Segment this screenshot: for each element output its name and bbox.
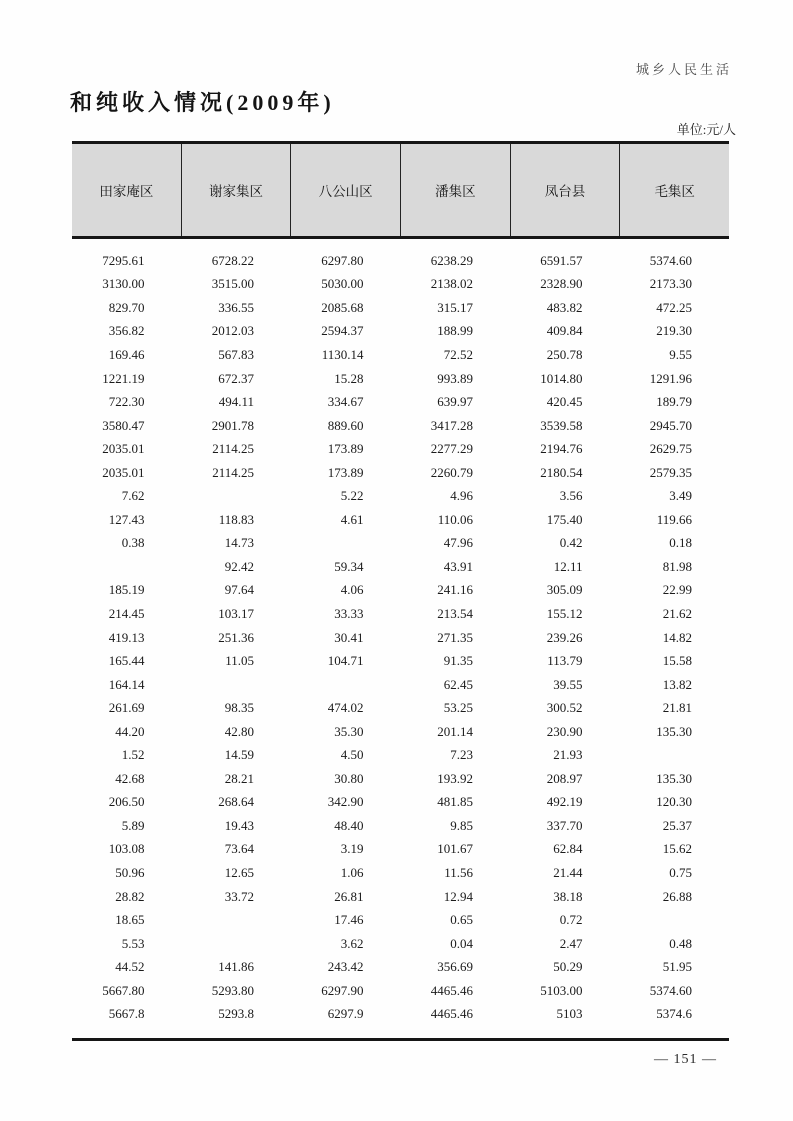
table-cell: 26.88 <box>662 888 692 904</box>
table-cell: 4.50 <box>340 747 364 763</box>
table-row <box>72 767 729 791</box>
table-cell: 3539.58 <box>540 417 583 433</box>
table-cell: 2035.01 <box>102 464 145 480</box>
table-cell: 889.60 <box>327 417 364 433</box>
table-cell: 42.80 <box>224 723 254 739</box>
table-row <box>72 861 729 885</box>
table-cell: 2012.03 <box>211 323 254 339</box>
table-cell: 92.42 <box>224 558 254 574</box>
table-cell: 25.37 <box>662 817 692 833</box>
table-cell: 1.52 <box>121 747 145 763</box>
table-row <box>72 484 729 508</box>
table-cell: 315.17 <box>437 299 473 315</box>
column-header-maoji: 毛集区 <box>619 144 729 236</box>
table-cell: 47.96 <box>443 535 473 551</box>
table-cell: 3580.47 <box>102 417 145 433</box>
table-cell: 39.55 <box>553 676 583 692</box>
table-cell: 14.73 <box>224 535 254 551</box>
table-cell: 334.67 <box>327 394 364 410</box>
table-cell: 241.16 <box>437 582 473 598</box>
table-cell: 18.65 <box>115 912 145 928</box>
table-cell: 2194.76 <box>540 441 583 457</box>
table-cell: 243.42 <box>327 959 364 975</box>
table-cell: 97.64 <box>224 582 254 598</box>
table-cell: 9.55 <box>669 346 692 362</box>
column-header-tianjiaan: 田家庵区 <box>99 184 154 199</box>
table-cell: 28.82 <box>115 888 145 904</box>
table-cell: 2579.35 <box>649 464 692 480</box>
table-cell: 2173.30 <box>649 276 692 292</box>
table-cell: 165.44 <box>108 653 145 669</box>
table-row <box>72 320 729 344</box>
table-cell: 30.80 <box>334 770 364 786</box>
table-cell: 6297.90 <box>321 982 364 998</box>
table-cell: 5.22 <box>340 488 364 504</box>
table-cell: 188.99 <box>437 323 473 339</box>
table-cell: 268.64 <box>218 794 254 810</box>
column-header-fengtai: 凤台县 <box>510 144 620 236</box>
table-row <box>72 696 729 720</box>
table-cell: 110.06 <box>437 511 473 527</box>
table-row <box>72 673 729 697</box>
table-row <box>72 720 729 744</box>
table-cell: 1130.14 <box>321 346 364 362</box>
table-row <box>72 367 729 391</box>
table-cell: 271.35 <box>437 629 473 645</box>
page-title: 和纯收入情况(2009年) <box>70 90 335 115</box>
table-cell: 101.67 <box>437 841 473 857</box>
table-cell: 91.35 <box>443 653 473 669</box>
running-header: 城乡人民生活 <box>635 62 732 77</box>
table-cell: 185.19 <box>108 582 145 598</box>
table-cell: 639.97 <box>437 394 473 410</box>
table-cell: 356.82 <box>108 323 145 339</box>
table-row <box>72 838 729 862</box>
table-cell: 483.82 <box>546 299 583 315</box>
table-cell: 567.83 <box>218 346 254 362</box>
table-cell: 120.30 <box>656 794 692 810</box>
table-row <box>72 955 729 979</box>
table-cell: 193.92 <box>437 770 473 786</box>
table-row <box>72 461 729 485</box>
table-cell: 3130.00 <box>102 276 145 292</box>
table-cell: 50.29 <box>553 959 583 975</box>
table-cell: 3.56 <box>559 488 583 504</box>
table-cell: 14.82 <box>662 629 692 645</box>
table-row <box>72 885 729 909</box>
table-cell: 118.83 <box>218 511 254 527</box>
table-cell: 28.21 <box>224 770 254 786</box>
table-cell: 0.04 <box>450 935 473 951</box>
table-cell: 356.69 <box>437 959 473 975</box>
table-cell: 17.46 <box>334 912 364 928</box>
table-cell: 300.52 <box>546 700 583 716</box>
table-cell: 1014.80 <box>540 370 583 386</box>
column-header-panji: 潘集区 <box>400 144 510 236</box>
table-cell: 15.62 <box>662 841 692 857</box>
table-cell: 19.43 <box>224 817 254 833</box>
table-row <box>72 908 729 932</box>
table-row <box>72 791 729 815</box>
table-cell: 4465.46 <box>430 982 473 998</box>
table-cell: 206.50 <box>108 794 145 810</box>
table-cell: 7.62 <box>121 488 145 504</box>
table-cell: 38.18 <box>553 888 583 904</box>
table-cell: 3.19 <box>340 841 364 857</box>
unit-label: 单位:元/人 <box>676 122 736 137</box>
table-cell: 5374.60 <box>649 982 692 998</box>
page-number: — 151 — <box>654 1052 717 1067</box>
table-cell: 7.23 <box>450 747 473 763</box>
table-row <box>72 343 729 367</box>
table-cell: 5103.00 <box>540 982 583 998</box>
table-cell: 2945.70 <box>649 417 692 433</box>
table-cell: 53.25 <box>443 700 473 716</box>
table-body <box>72 239 729 1041</box>
table-cell: 213.54 <box>437 605 473 621</box>
table-cell: 119.66 <box>656 511 692 527</box>
table-row <box>72 414 729 438</box>
table-cell: 5103 <box>556 1006 583 1022</box>
table-cell: 0.65 <box>450 912 473 928</box>
table-cell: 250.78 <box>546 346 583 362</box>
table-cell: 420.45 <box>546 394 583 410</box>
table-cell: 2035.01 <box>102 441 145 457</box>
column-header-bagongshan: 八公山区 <box>290 144 400 236</box>
table-cell: 127.43 <box>108 511 145 527</box>
table-cell: 51.95 <box>662 959 692 975</box>
table-cell: 135.30 <box>656 723 692 739</box>
table-cell: 175.40 <box>546 511 583 527</box>
table-cell: 4465.46 <box>430 1006 473 1022</box>
table-cell: 0.18 <box>669 535 692 551</box>
table-row <box>72 602 729 626</box>
table-row <box>72 626 729 650</box>
table-cell: 22.99 <box>662 582 692 598</box>
table-cell: 214.45 <box>108 605 145 621</box>
table-cell: 44.20 <box>115 723 145 739</box>
table-cell: 3417.28 <box>430 417 473 433</box>
table-cell: 342.90 <box>327 794 364 810</box>
table-row <box>72 1003 729 1027</box>
table-cell: 2114.25 <box>212 464 254 480</box>
table-cell: 409.84 <box>546 323 583 339</box>
table-row <box>72 649 729 673</box>
table-row <box>72 932 729 956</box>
table-cell: 103.08 <box>108 841 145 857</box>
table-cell: 5.53 <box>121 935 145 951</box>
table-cell: 33.33 <box>334 605 364 621</box>
table-cell: 173.89 <box>327 464 364 480</box>
table-cell: 62.45 <box>443 676 473 692</box>
table-row <box>72 508 729 532</box>
table-cell: 336.55 <box>218 299 254 315</box>
table-cell: 135.30 <box>656 770 692 786</box>
table-cell: 6297.9 <box>327 1006 364 1022</box>
table-cell: 13.82 <box>662 676 692 692</box>
table-cell: 21.44 <box>553 864 583 880</box>
table-cell: 14.59 <box>224 747 254 763</box>
table-cell: 0.48 <box>669 935 692 951</box>
table-cell: 164.14 <box>108 676 145 692</box>
table-cell: 2085.68 <box>321 299 364 315</box>
table-cell: 12.65 <box>224 864 254 880</box>
table-cell: 0.42 <box>559 535 583 551</box>
table-cell: 1221.19 <box>102 370 145 386</box>
table-cell: 2328.90 <box>540 276 583 292</box>
table-row <box>72 273 729 297</box>
table-cell: 4.06 <box>340 582 364 598</box>
table-cell: 6238.29 <box>430 252 473 268</box>
table-cell: 72.52 <box>443 346 473 362</box>
table-cell: 472.25 <box>656 299 692 315</box>
data-table <box>72 141 729 1041</box>
table-cell: 0.72 <box>559 912 583 928</box>
table-cell: 492.19 <box>546 794 583 810</box>
table-cell: 1291.96 <box>649 370 692 386</box>
table-cell: 113.79 <box>547 653 583 669</box>
table-cell: 0.38 <box>121 535 145 551</box>
table-cell: 173.89 <box>327 441 364 457</box>
table-cell: 15.28 <box>334 370 364 386</box>
table-cell: 239.26 <box>546 629 583 645</box>
table-cell: 481.85 <box>437 794 473 810</box>
table-cell: 11.56 <box>444 864 473 880</box>
table-cell: 5374.60 <box>649 252 692 268</box>
table-row <box>72 249 729 273</box>
table-cell: 26.81 <box>334 888 364 904</box>
table-cell: 44.52 <box>115 959 145 975</box>
table-cell: 9.85 <box>450 817 473 833</box>
table-cell: 6591.57 <box>540 252 583 268</box>
table-cell: 35.30 <box>334 723 364 739</box>
table-cell: 4.96 <box>450 488 473 504</box>
table-cell: 251.36 <box>218 629 254 645</box>
table-cell: 672.37 <box>218 370 254 386</box>
table-cell: 3.49 <box>669 488 692 504</box>
table-cell: 474.02 <box>327 700 364 716</box>
table-cell: 2114.25 <box>212 441 254 457</box>
table-cell: 155.12 <box>546 605 583 621</box>
table-cell: 261.69 <box>108 700 145 716</box>
table-cell: 4.61 <box>340 511 364 527</box>
table-cell: 337.70 <box>546 817 583 833</box>
table-cell: 43.91 <box>443 558 473 574</box>
table-cell: 0.75 <box>669 864 692 880</box>
table-cell: 6297.80 <box>321 252 364 268</box>
table-cell: 6728.22 <box>211 252 254 268</box>
table-row <box>72 555 729 579</box>
table-cell: 103.17 <box>218 605 254 621</box>
table-cell: 73.64 <box>224 841 254 857</box>
table-cell: 12.11 <box>553 558 583 574</box>
table-cell: 5293.80 <box>211 982 254 998</box>
table-cell: 21.93 <box>553 747 583 763</box>
table-row <box>72 296 729 320</box>
table-cell: 189.79 <box>656 394 692 410</box>
table-cell: 21.62 <box>662 605 692 621</box>
table-cell: 1.06 <box>340 864 364 880</box>
table-cell: 141.86 <box>218 959 254 975</box>
table-cell: 15.58 <box>662 653 692 669</box>
table-cell: 2.47 <box>559 935 583 951</box>
table-header-row <box>72 141 729 239</box>
table-cell: 42.68 <box>115 770 145 786</box>
table-cell: 3515.00 <box>211 276 254 292</box>
table-cell: 419.13 <box>108 629 145 645</box>
table-cell: 50.96 <box>115 864 145 880</box>
table-cell: 30.41 <box>334 629 364 645</box>
table-row <box>72 743 729 767</box>
table-cell: 993.89 <box>437 370 473 386</box>
table-row <box>72 579 729 603</box>
table-row <box>72 532 729 556</box>
table-cell: 5374.6 <box>656 1006 692 1022</box>
table-cell: 59.34 <box>334 558 364 574</box>
table-cell: 62.84 <box>553 841 583 857</box>
table-cell: 11.05 <box>225 653 254 669</box>
table-cell: 2138.02 <box>430 276 473 292</box>
table-cell: 12.94 <box>443 888 473 904</box>
table-row <box>72 814 729 838</box>
table-cell: 169.46 <box>108 346 145 362</box>
table-cell: 98.35 <box>224 700 254 716</box>
table-cell: 7295.61 <box>102 252 145 268</box>
table-cell: 5667.8 <box>108 1006 145 1022</box>
table-cell: 81.98 <box>662 558 692 574</box>
table-cell: 2901.78 <box>211 417 254 433</box>
table-cell: 2180.54 <box>540 464 583 480</box>
table-cell: 494.11 <box>218 394 254 410</box>
table-row <box>72 390 729 414</box>
table-row <box>72 437 729 461</box>
table-cell: 21.81 <box>662 700 692 716</box>
table-cell: 201.14 <box>437 723 473 739</box>
table-cell: 5667.80 <box>102 982 145 998</box>
table-cell: 5293.8 <box>218 1006 254 1022</box>
table-row <box>72 979 729 1003</box>
table-cell: 230.90 <box>546 723 583 739</box>
table-cell: 3.62 <box>340 935 364 951</box>
table-cell: 208.97 <box>546 770 583 786</box>
table-cell: 104.71 <box>327 653 364 669</box>
table-cell: 33.72 <box>224 888 254 904</box>
table-cell: 5030.00 <box>321 276 364 292</box>
table-cell: 2594.37 <box>321 323 364 339</box>
table-cell: 2629.75 <box>649 441 692 457</box>
table-cell: 2277.29 <box>430 441 473 457</box>
table-cell: 5.89 <box>121 817 145 833</box>
table-cell: 219.30 <box>656 323 692 339</box>
table-cell: 829.70 <box>108 299 145 315</box>
table-cell: 48.40 <box>334 817 364 833</box>
table-cell: 2260.79 <box>430 464 473 480</box>
table-cell: 722.30 <box>108 394 145 410</box>
table-cell: 305.09 <box>546 582 583 598</box>
column-header-xiejiaji: 谢家集区 <box>181 144 291 236</box>
